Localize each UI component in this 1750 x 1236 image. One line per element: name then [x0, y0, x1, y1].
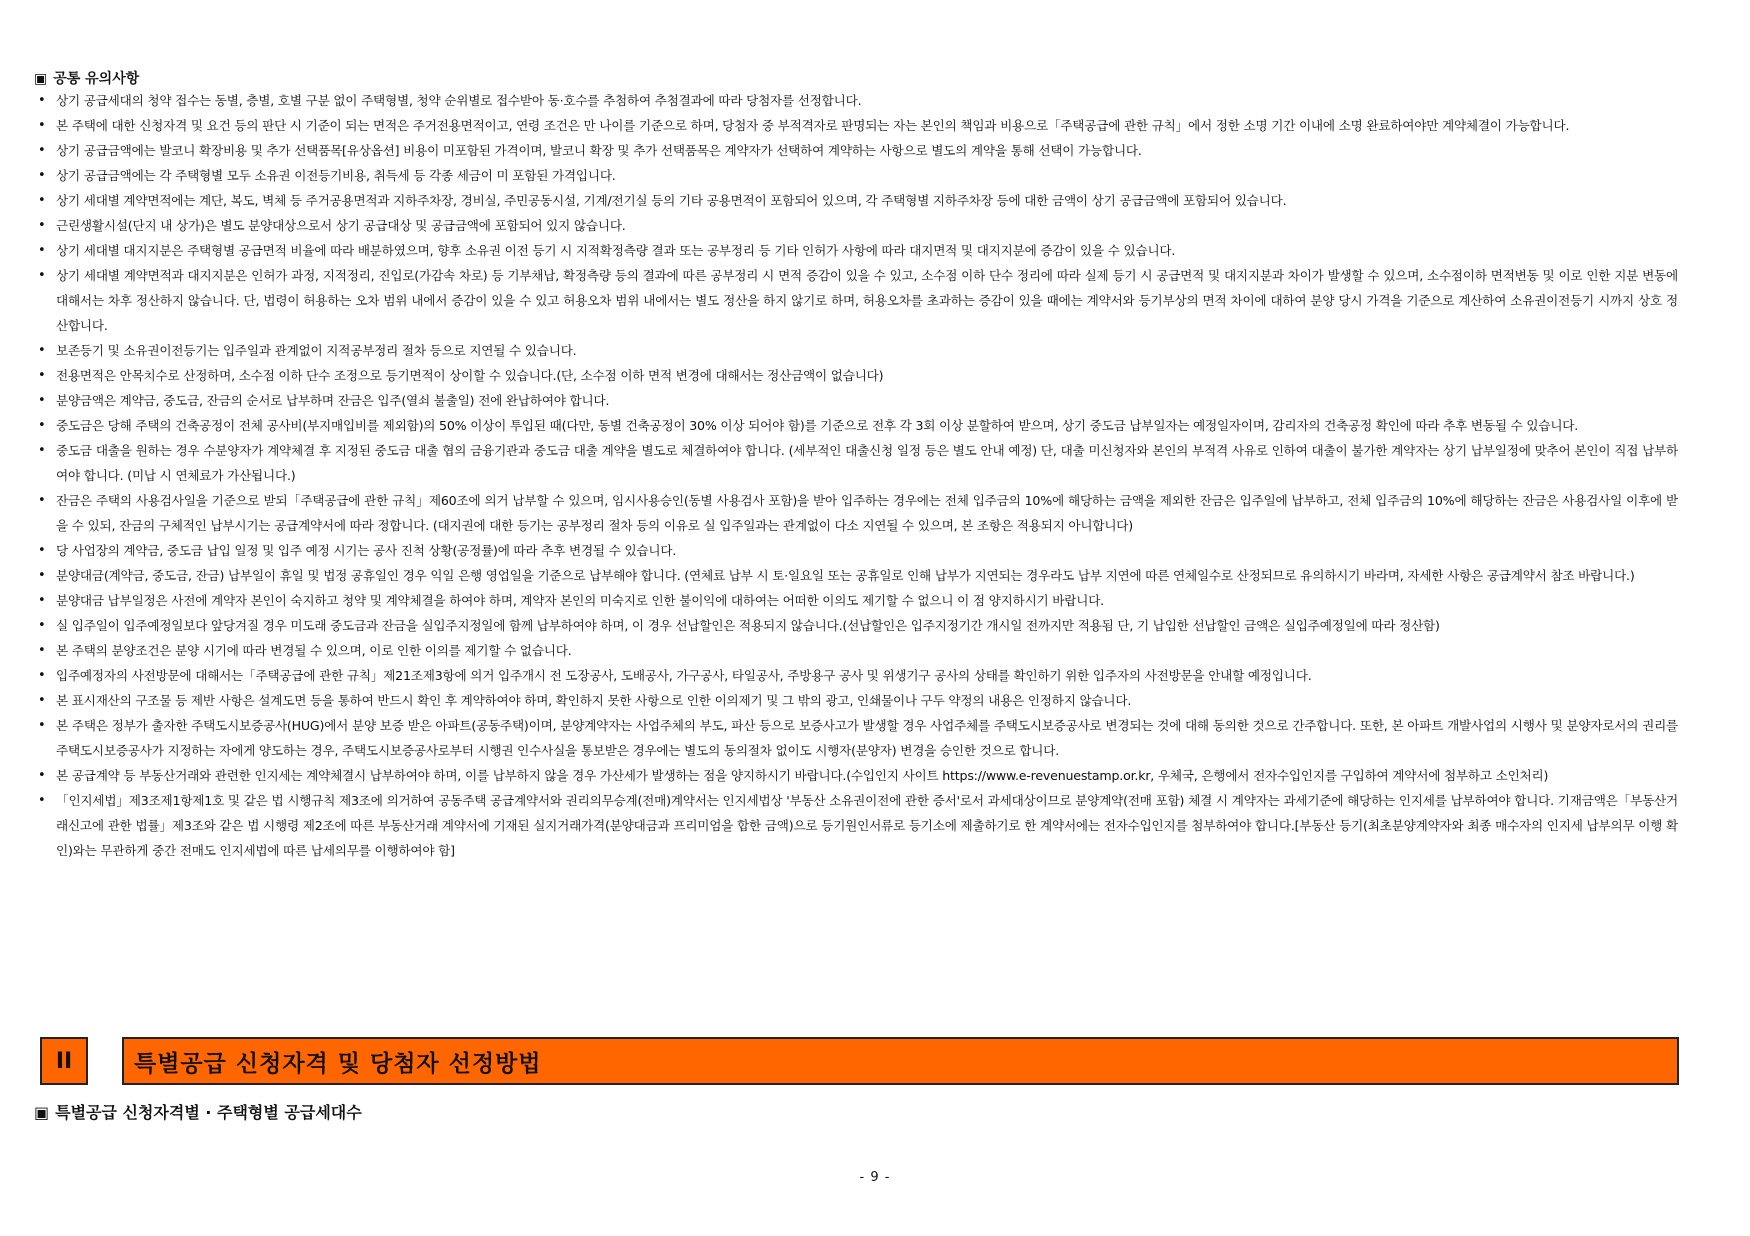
bullet-icon: •	[38, 393, 46, 408]
note-text: 상기 세대별 계약면적에는 계단, 복도, 벽체 등 주거공용면적과 지하주차장, 경비실, 주민공동시설, 기계/전기실 등의 기타 공용면적이 포함되어 있으며, 각 주택형별 지하주차장 등에 대한 금액이 상기 공급금액에 포함되어 있습니다.	[56, 193, 1287, 208]
section-heading	[34, 68, 139, 88]
note-item	[38, 413, 1678, 438]
subsection-title: 특별공급 신청자격별 · 주택형별 공급세대수	[55, 1103, 362, 1122]
notes-list	[38, 88, 1678, 863]
bullet-icon: •	[38, 243, 46, 258]
bullet-icon: •	[38, 793, 46, 808]
chapter-title-bar	[122, 1037, 1679, 1085]
note-item	[38, 763, 1678, 788]
chapter-number-box: II	[40, 1037, 88, 1085]
bullet-icon: •	[38, 668, 46, 683]
note-item	[38, 238, 1678, 263]
note-item	[38, 563, 1678, 588]
note-text: 입주예정자의 사전방문에 대해서는「주택공급에 관한 규칙」제21조제3항에 의거 입주개시 전 도장공사, 도배공사, 가구공사, 타일공사, 주방용구 공사 및 위생기구 공사의 상태를 확인하기 위한 입주자의 사전방문을 안내할 예정입니다.	[56, 668, 1312, 683]
bullet-icon: •	[38, 493, 46, 508]
chapter-title: 특별공급 신청자격 및 당첨자 선정방법	[134, 1050, 542, 1077]
note-item	[38, 688, 1678, 713]
note-text: 분양금액은 계약금, 중도금, 잔금의 순서로 납부하며 잔금은 입주(열쇠 불출일) 전에 완납하여야 합니다.	[56, 393, 610, 408]
note-text: 본 주택에 대한 신청자격 및 요건 등의 판단 시 기준이 되는 면적은 주거전용면적이고, 연령 조건은 만 나이를 기준으로 하며, 당첨자 중 부적격자로 판명되는 자는 본인의 책임과 비용으로「주택공급에 관한 규칙」에서 정한 소명 기간 이내에 소명 완료하여야만 계약체결이 가능합니다.	[56, 118, 1570, 133]
bullet-icon: •	[38, 693, 46, 708]
note-text: 본 주택의 분양조건은 분양 시기에 따라 변경될 수 있으며, 이로 인한 이의를 제기할 수 없습니다.	[56, 643, 572, 658]
note-item	[38, 363, 1678, 388]
note-item	[38, 213, 1678, 238]
note-text: 본 표시재산의 구조물 등 제반 사항은 설계도면 등을 통하여 반드시 확인 후 계약하여야 하며, 확인하지 못한 사항으로 인한 이의제기 및 그 밖의 광고, 인쇄물이나 구두 약정의 내용은 인정하지 않습니다.	[56, 693, 1132, 708]
note-text: 잔금은 주택의 사용검사일을 기준으로 받되「주택공급에 관한 규칙」제60조에 의거 납부할 수 있으며, 임시사용승인(동별 사용검사 포함)을 받아 입주하는 경우에는 전체 입주금의 10%에 해당하는 금액을 제외한 잔금은 입주일에 납부하고, 전체 입주금의 10%에 해당하는 잔금은 사용검사일 이후에 받을 수 있되, 잔금의 구체적인 납부시기는 공급계약서에 따라 정합니다. (대지권에 대한 등기는 공부정리 절차 등의 이유로 실 입주일과는 관계없이 다소 지연될 수 있으며, 본 조항은 적용되지 아니합니다)	[56, 493, 1678, 533]
bullet-icon: •	[38, 768, 46, 783]
note-item	[38, 663, 1678, 688]
note-text: 실 입주일이 입주예정일보다 앞당겨질 경우 미도래 중도금과 잔금을 실입주지정일에 함께 납부하여야 하며, 이 경우 선납할인은 적용되지 않습니다.(선납할인은 입주지정기간 개시일 전까지만 적용됨 단, 기 납입한 선납할인 금액은 실입주예정일에 따라 정산함)	[56, 618, 1440, 633]
note-item	[38, 163, 1678, 188]
bullet-icon: •	[38, 643, 46, 658]
note-text: 전용면적은 안목치수로 산정하며, 소수점 이하 단수 조정으로 등기면적이 상이할 수 있습니다.(단, 소수점 이하 면적 변경에 대해서는 정산금액이 없습니다)	[56, 368, 884, 383]
bullet-icon: •	[38, 543, 46, 558]
note-item	[38, 263, 1678, 338]
note-text: 분양대금 납부일정은 사전에 계약자 본인이 숙지하고 청약 및 계약체결을 하여야 하며, 계약자 본인의 미숙지로 인한 불이익에 대하여는 어떠한 이의도 제기할 수 없으니 이 점 양지하시기 바랍니다.	[56, 593, 1104, 608]
bullet-icon: •	[38, 418, 46, 433]
note-text: 「인지세법」제3조제1항제1호 및 같은 법 시행규칙 제3조에 의거하여 공동주택 공급계약서와 권리의무승계(전매)계약서는 인지세법상 '부동산 소유권이전에 관한 증서'로서 과세대상이므로 분양계약(전매 포함) 체결 시 계약자는 과세기준에 해당하는 인지세를 납부하여야 합니다. 기재금액은「부동산거래신고에 관한 법률」제3조와 같은 법 시행령 제2조에 따른 부동산거래 계약서에 기재된 실지거래가격(분양대금과 프리미엄을 합한 금액)으로 등기원인서류로 등기소에 제출하기로 한 계약서에는 전자수입인지를 첨부하여야 합니다.[부동산 등기(최초분양계약자와 최종 매수자의 인지세 납부의무 이행 확인)와는 무관하게 중간 전매도 인지세법에 따른 납세의무를 이행하여야 함]	[56, 793, 1678, 858]
bullet-icon: •	[38, 193, 46, 208]
note-item	[38, 713, 1678, 763]
bullet-icon: •	[38, 343, 46, 358]
square-box-icon: ▣	[34, 71, 48, 87]
bullet-icon: •	[38, 268, 46, 283]
bullet-icon: •	[38, 618, 46, 633]
bullet-icon: •	[38, 143, 46, 158]
note-item	[38, 338, 1678, 363]
note-text: 상기 공급금액에는 각 주택형별 모두 소유권 이전등기비용, 취득세 등 각종 세금이 미 포함된 가격입니다.	[56, 168, 616, 183]
bullet-icon: •	[38, 93, 46, 108]
subsection-heading	[34, 1100, 362, 1123]
note-item	[38, 488, 1678, 538]
page-number: - 9 -	[859, 1170, 891, 1185]
note-text: 중도금 대출을 원하는 경우 수분양자가 계약체결 후 지정된 중도금 대출 협의 금융기관과 중도금 대출 계약을 별도로 체결하여야 합니다. (세부적인 대출신청 일정 등은 별도 안내 예정) 단, 대출 미신청자와 본인의 부적격 사유로 인하여 대출이 불가한 계약자는 상기 납부일정에 맞추어 본인이 직접 납부하여야 합니다. (미납 시 연체료가 가산됩니다.)	[56, 443, 1678, 483]
note-text: 상기 공급금액에는 발코니 확장비용 및 추가 선택품목[유상옵션] 비용이 미포함된 가격이며, 발코니 확장 및 추가 선택품목은 계약자가 선택하여 계약하는 사항으로 별도의 계약을 통해 선택이 가능합니다.	[56, 143, 1142, 158]
note-item	[38, 138, 1678, 163]
note-item	[38, 188, 1678, 213]
note-item	[38, 588, 1678, 613]
bullet-icon: •	[38, 718, 46, 733]
note-text: 상기 세대별 계약면적과 대지지분은 인허가 과정, 지적정리, 진입로(가감속 차로) 등 기부채납, 확정측량 등의 결과에 따른 공부정리 시 면적 증감이 있을 수 있고, 소수점 이하 단수 정리에 따라 실제 등기 시 공급면적 및 대지지분과 차이가 발생할 수 있으며, 소수점이하 면적변동 및 이로 인한 지분 변동에 대해서는 차후 정산하지 않습니다. 단, 법령이 허용하는 오차 범위 내에서 증감이 있을 수 있고 허용오차 범위 내에서는 별도 정산을 하지 않기로 하며, 허용오차를 초과하는 증감이 있을 때에는 계약서와 등기부상의 면적 차이에 대하여 분양 당시 가격을 기준으로 계산하여 소유권이전등기 시까지 상호 정산합니다.	[56, 268, 1678, 333]
bullet-icon: •	[38, 218, 46, 233]
bullet-icon: •	[38, 368, 46, 383]
note-item	[38, 638, 1678, 663]
note-item	[38, 788, 1678, 863]
note-text: 근린생활시설(단지 내 상가)은 별도 분양대상으로서 상기 공급대상 및 공급금액에 포함되어 있지 않습니다.	[56, 218, 626, 233]
note-text: 보존등기 및 소유권이전등기는 입주일과 관계없이 지적공부정리 절차 등으로 지연될 수 있습니다.	[56, 343, 577, 358]
bullet-icon: •	[38, 443, 46, 458]
note-text: 본 주택은 정부가 출자한 주택도시보증공사(HUG)에서 분양 보증 받은 아파트(공동주택)이며, 분양계약자는 사업주체의 부도, 파산 등으로 보증사고가 발생할 경우 사업주체를 주택도시보증공사로 변경되는 것에 대해 동의한 것으로 간주합니다. 또한, 본 아파트 개발사업의 시행사 및 분양자로서의 권리를 주택도시보증공사가 지정하는 자에게 양도하는 경우, 주택도시보증공사로부터 시행권 인수사실을 통보받은 경우에는 별도의 동의절차 없이도 시행자(분양자) 변경을 승인한 것으로 합니다.	[56, 718, 1678, 758]
note-text: 당 사업장의 계약금, 중도금 납입 일정 및 입주 예정 시기는 공사 진척 상황(공정률)에 따라 추후 변경될 수 있습니다.	[56, 543, 677, 558]
note-text: 상기 공급세대의 청약 접수는 동별, 층별, 호별 구분 없이 주택형별, 청약 순위별로 접수받아 동·호수를 추첨하여 추첨결과에 따라 당첨자를 선정합니다.	[56, 93, 862, 108]
bullet-icon: •	[38, 118, 46, 133]
note-item	[38, 88, 1678, 113]
note-text: 상기 세대별 대지지분은 주택형별 공급면적 비율에 따라 배분하였으며, 향후 소유권 이전 등기 시 지적확정측량 결과 또는 공부정리 등 기타 인허가 사항에 따라 대지면적 및 대지지분에 증감이 있을 수 있습니다.	[56, 243, 1176, 258]
bullet-icon: •	[38, 168, 46, 183]
square-box-icon: ▣	[34, 1103, 50, 1122]
note-text: 본 공급계약 등 부동산거래와 관련한 인지세는 계약체결시 납부하여야 하며, 이를 납부하지 않을 경우 가산세가 발생하는 점을 양지하시기 바랍니다.(수입인지 사이트 https://www.e-revenuestamp.or.kr, 우체국, 은행에서 전자수입인지를 구입하여 계약서에 첨부하고 소인처리)	[56, 768, 1549, 783]
bullet-icon: •	[38, 568, 46, 583]
note-item	[38, 538, 1678, 563]
note-item	[38, 113, 1678, 138]
bullet-icon: •	[38, 593, 46, 608]
note-text: 분양대금(계약금, 중도금, 잔금) 납부일이 휴일 및 법정 공휴일인 경우 익일 은행 영업일을 기준으로 납부해야 합니다. (연체료 납부 시 토·일요일 또는 공휴일로 인해 납부가 지연되는 경우라도 납부 지연에 따른 연체일수로 산정되므로 유의하시기 바라며, 자세한 사항은 공급계약서 참조 바랍니다.)	[56, 568, 1635, 583]
note-item	[38, 388, 1678, 413]
note-item	[38, 438, 1678, 488]
note-item	[38, 613, 1678, 638]
note-text: 중도금은 당해 주택의 건축공정이 전체 공사비(부지매입비를 제외함)의 50% 이상이 투입된 때(다만, 동별 건축공정이 30% 이상 되어야 함)를 기준으로 전후 각 3회 이상 분할하여 받으며, 상기 중도금 납부일자는 예정일자이며, 감리자의 건축공정 확인에 따라 추후 변동될 수 있습니다.	[56, 418, 1579, 433]
section-title: 공통 유의사항	[53, 71, 140, 87]
